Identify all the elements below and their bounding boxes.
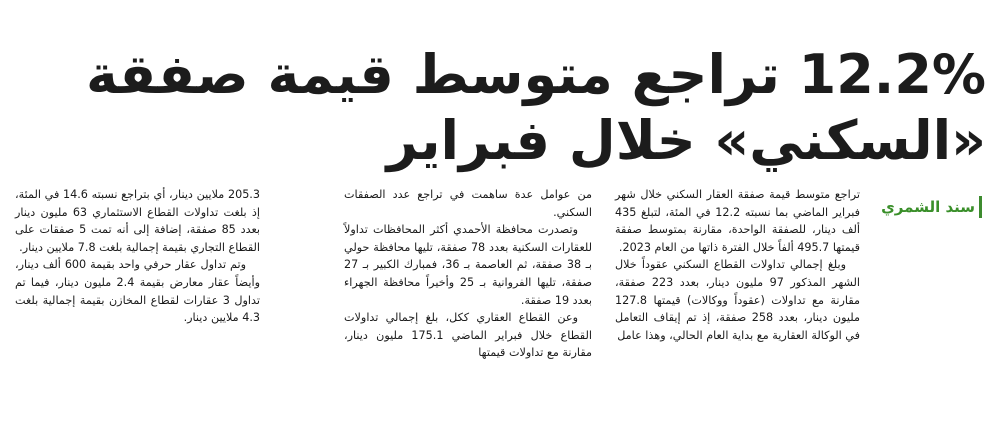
byline-accent-bar xyxy=(979,196,982,218)
author-name: سند الشمري xyxy=(881,198,975,216)
column-2-paragraph-3: وعن القطاع العقاري ككل، بلغ إجمالي تداولات القطاع خلال فبراير الماضي 175.1 مليون دينار، مقارنة مع تداولات قيمتها xyxy=(344,311,592,360)
column-2-paragraph-1: من عوامل عدة ساهمت في تراجع عدد الصفقات السكني. xyxy=(344,188,592,219)
column-1-paragraph-2: وبلغ إجمالي تداولات القطاع السكني عقوداً خلال الشهر المذكور 97 مليون دينار، بعدد 223 صفقة، مقارنة مع تداولات (عقوداً ووكالات) قيمتها 127.8 مليون دينار، بعدد 258 صفقة، إذ تم إيقاف التعامل في الوكالة العقارية مع بداية العام الحالي، وهذا عامل xyxy=(615,258,860,342)
column-2-paragraph-2: وتصدرت محافظة الأحمدي أكثر المحافظات تداولاً للعقارات السكنية بعدد 78 صفقة، تليها محافظة حولي بـ 38 صفقة، ثم العاصمة بـ 36، فمبارك الكبير بـ 27 صفقة، تليها الفروانية بـ 25 وأخيراً محافظة الجهراء بعدد 19 صفقة. xyxy=(344,223,593,307)
column-3-paragraph-1: 205.3 ملايين دينار، أي بتراجع نسبته 14.6 في المئة، إذ بلغت تداولات القطاع الاستثماري 63 مليون دينار بعدد 85 صفقة، إضافة إلى أنه تمت 5 صفقات على القطاع التجاري بقيمة إجمالية بلغت 7.8 ملايين دينار. xyxy=(15,188,260,254)
author-byline xyxy=(872,196,982,218)
article-column-3 xyxy=(15,186,260,327)
article-column-1 xyxy=(615,186,860,344)
article-headline xyxy=(86,42,986,174)
column-3-paragraph-2: وتم تداول عقار حرفي واحد بقيمة 600 ألف دينار، وأيضاً عقار معارض بقيمة 2.4 مليون دينار، فيما تم تداول 3 عقارات لقطاع المخازن بقيمة إجمالية بلغت 4.3 ملايين دينار. xyxy=(15,258,261,325)
article-column-2 xyxy=(344,186,592,362)
headline-line-2: «السكني» خلال فبراير xyxy=(386,109,986,173)
headline-line-1: 12.2% تراجع متوسط قيمة صفقة xyxy=(86,43,986,107)
column-1-paragraph-1: تراجع متوسط قيمة صفقة العقار السكني خلال شهر فبراير الماضي بما نسبته 12.2 في المئة، لتبلغ 435 ألف دينار، للصفقة الواحدة، مقارنة بمتوسط صفقة قيمتها 495.7 ألفاً خلال الفترة ذاتها من العام 2023. xyxy=(615,188,860,254)
